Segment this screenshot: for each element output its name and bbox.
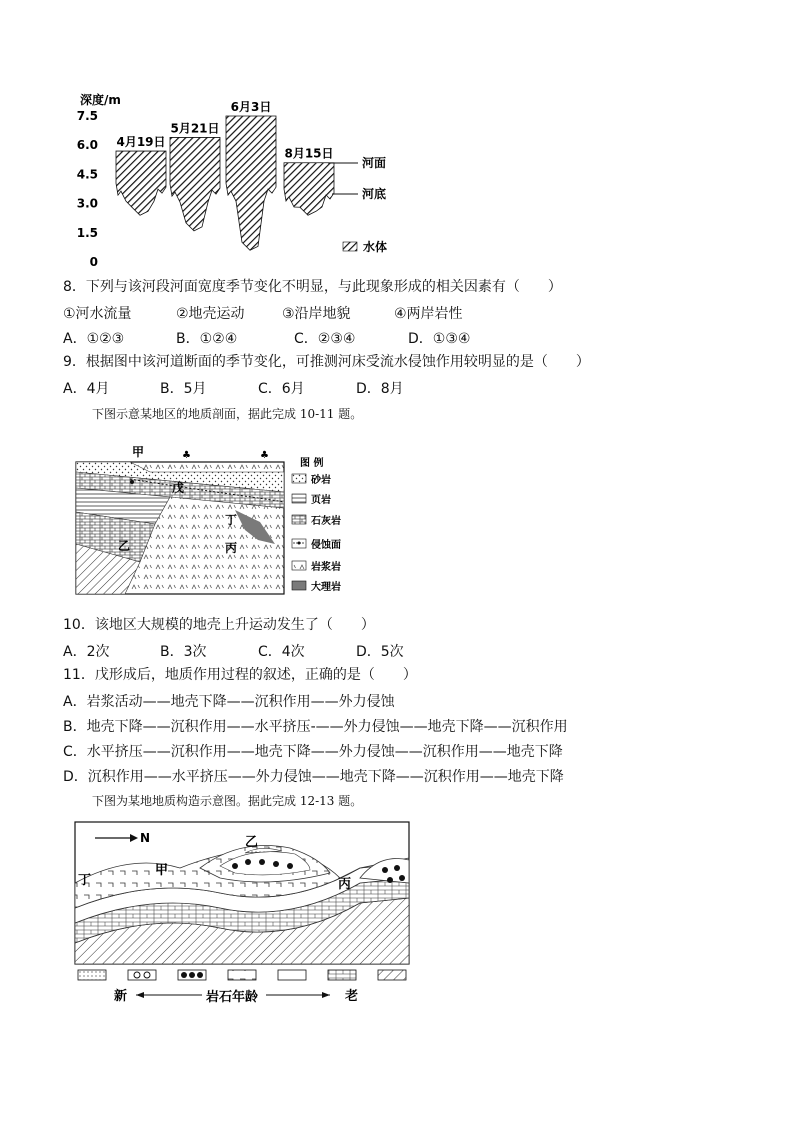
q9-option-b[interactable]: B．5月 (160, 381, 207, 397)
label-jia: 甲 (132, 445, 145, 459)
q8-factor-1: ①河水流量 (63, 306, 132, 322)
q8-factor-4: ④两岸岩性 (394, 306, 463, 322)
q8-factor-3: ③沿岸地貌 (282, 306, 351, 322)
y-tick-label: 4.5 (76, 167, 98, 182)
q8-option-d[interactable]: D．①③④ (408, 331, 471, 347)
geologic-profile-figure (70, 432, 370, 604)
depth-profile-1 (116, 151, 166, 215)
q11-option-a[interactable]: A．岩浆活动——地壳下降——沉积作用——外力侵蚀 (63, 694, 395, 710)
label-bing: 丙 (338, 877, 352, 892)
q9-option-d[interactable]: D．8月 (356, 381, 404, 397)
q8-option-c[interactable]: C．②③④ (294, 331, 356, 347)
legend-title: 图 例 (300, 458, 324, 469)
river-depth-chart (70, 90, 400, 270)
geologic-structure-figure (70, 818, 415, 1013)
depth-profile-2 (170, 137, 220, 230)
legend-sandstone: 砂岩 (311, 475, 331, 486)
y-axis-label: 深度/m (80, 93, 121, 107)
y-tick-label: 0 (89, 255, 98, 269)
label-yi: 乙 (118, 539, 131, 553)
q11-option-d[interactable]: D．沉积作用——水平挤压——外力侵蚀——地壳下降——沉积作用——地壳下降 (63, 769, 564, 785)
legend-marble: 大理岩 (311, 582, 341, 593)
q10-option-a[interactable]: A．2次 (63, 644, 110, 660)
label-old: 老 (345, 989, 359, 1004)
q10-option-b[interactable]: B．3次 (160, 644, 207, 660)
date-label-4: 8月15日 (284, 146, 334, 161)
q8-option-b[interactable]: B．①②④ (176, 331, 238, 347)
label-wu: 戊 (172, 481, 185, 495)
tree-icon: ♣ (260, 450, 269, 461)
q8-option-a[interactable]: A．①②③ (63, 331, 125, 347)
q10-option-d[interactable]: D．5次 (356, 644, 404, 660)
q11-option-c[interactable]: C．水平挤压——沉积作用——地壳下降——外力侵蚀——沉积作用——地壳下降 (63, 744, 563, 760)
depth-profiles (116, 100, 334, 250)
label-ding: 丁 (225, 513, 238, 527)
label-new: 新 (114, 989, 128, 1004)
label-yi: 乙 (245, 835, 259, 850)
legend-magma: 岩浆岩 (311, 562, 341, 573)
label-jia: 甲 (155, 863, 169, 878)
intro-12-13: 下图为某地地质构造示意图。据此完成 12-13 题。 (92, 794, 363, 808)
legend-erosion: 侵蚀面 (311, 540, 341, 551)
q11-option-b[interactable]: B．地壳下降——沉积作用——水平挤压-——外力侵蚀——地壳下降——沉积作用 (63, 719, 568, 735)
legend-shale: 页岩 (311, 495, 331, 506)
point-jia-marker (130, 480, 134, 484)
annotation-bottom: 河底 (362, 187, 387, 201)
q9-option-a[interactable]: A．4月 (63, 381, 110, 397)
q8-stem: 8．下列与该河段河面宽度季节变化不明显，与此现象形成的相关因素有（ ） (63, 279, 562, 295)
annotation-surface: 河面 (362, 156, 387, 170)
legend-water: 水体 (363, 240, 388, 254)
depth-profile-4 (284, 163, 334, 216)
q10-stem: 10．该地区大规模的地壳上升运动发生了（ ） (63, 617, 375, 633)
date-label-2: 5月21日 (170, 121, 220, 136)
q8-factor-2: ②地壳运动 (176, 306, 245, 322)
north-label: N (140, 831, 151, 845)
q9-stem: 9．根据图中该河道断面的季节变化，可推测河床受流水侵蚀作用较明显的是（ ） (63, 354, 590, 370)
legend-limestone: 石灰岩 (311, 516, 341, 527)
date-label-3: 6月3日 (230, 100, 272, 114)
date-label-1: 4月19日 (116, 135, 166, 150)
label-bing: 丙 (225, 541, 238, 555)
depth-profile-3 (226, 116, 276, 250)
label-ding: 丁 (78, 873, 92, 888)
y-ticks (77, 109, 98, 269)
q9-option-c[interactable]: C．6月 (258, 381, 305, 397)
intro-10-11: 下图示意某地区的地质剖面，据此完成 10-11 题。 (92, 407, 363, 421)
q11-stem: 11．戊形成后，地质作用过程的叙述，正确的是（ ） (63, 667, 417, 683)
y-tick-label: 6.0 (76, 138, 98, 153)
y-tick-label: 1.5 (76, 225, 98, 240)
q10-option-c[interactable]: C．4次 (258, 644, 305, 660)
tree-icon: ♣ (182, 450, 191, 461)
y-tick-label: 3.0 (76, 196, 98, 211)
legend-swatch (343, 242, 357, 251)
label-age: 岩石年龄 (206, 990, 259, 1005)
y-tick-label: 7.5 (76, 109, 98, 123)
